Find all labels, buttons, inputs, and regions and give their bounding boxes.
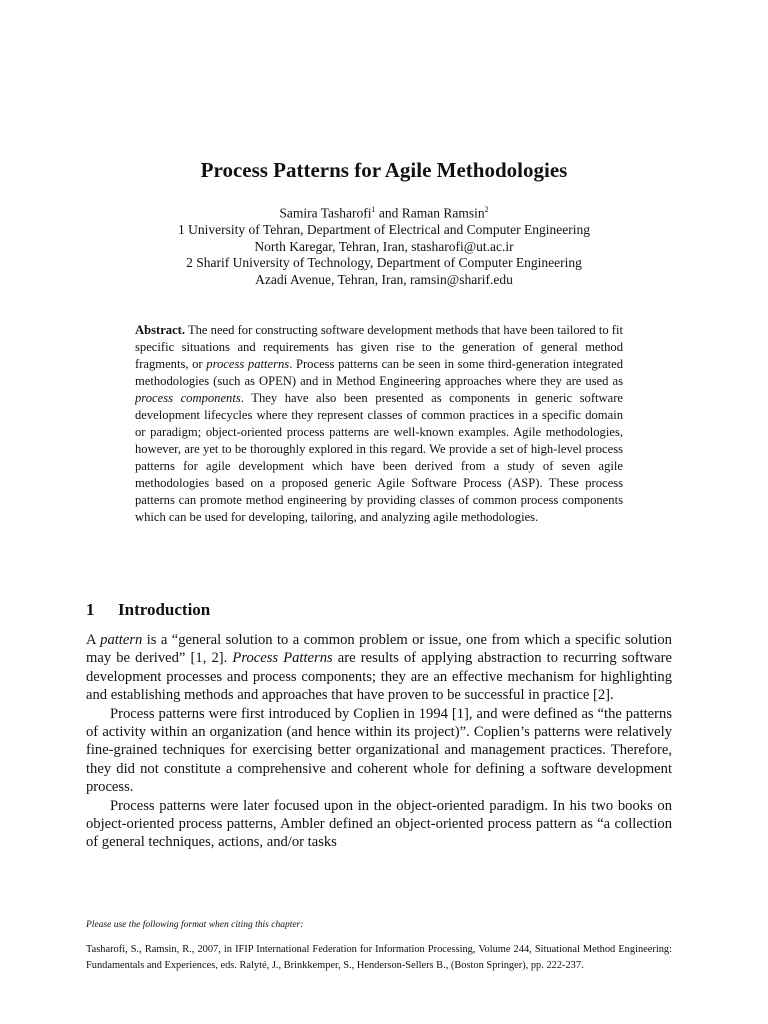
author-name: Samira Tasharofi	[279, 205, 372, 221]
section-title: Introduction	[118, 600, 211, 619]
section-body	[86, 631, 672, 852]
section-heading	[86, 600, 210, 620]
paragraph-emphasis: Process Patterns	[232, 650, 333, 667]
paragraph-emphasis: pattern	[100, 632, 143, 648]
section-number: 1	[86, 600, 95, 619]
abstract-emphasis: process components	[135, 391, 241, 405]
abstract-emphasis: process patterns	[206, 357, 290, 371]
paragraph-text: A	[86, 632, 101, 648]
paragraph	[86, 631, 672, 705]
affiliation-line: 2 Sharif University of Technology, Department of Computer Engineering	[186, 255, 582, 270]
author-mark: 1	[371, 205, 376, 214]
paragraph-text: is a “general solution to a common problem or issue, one from which a specific solution may be derived” [1, 2].	[86, 632, 672, 667]
author-conjunction: and	[375, 205, 402, 221]
affiliation-line: North Karegar, Tehran, Iran, stasharofi@ut.ac.ir	[254, 238, 514, 254]
abstract-text: . Process patterns can be seen in some third-generation integrated methodologies (such as OPEN) and in Method Engineering approaches where they are used as	[135, 357, 623, 388]
abstract	[135, 322, 623, 526]
author-name: Raman Ramsin	[401, 205, 485, 221]
author-mark: 2	[484, 205, 489, 214]
citation-text: Tasharofi, S., Ramsin, R., 2007, in IFIP International Federation for Information Processing, Volume 244, Situational Method Engineering: Fundamentals and Experiences, eds. Ralyté, J., Brinkkemper, S., Henderson-Sellers B., (Boston Springer), pp. 222-237.	[86, 944, 672, 971]
paragraph: Process patterns were first introduced by Coplien in 1994 [1], and were defined as “the patterns of activity within an organization (and hence within its project)”. Coplien’s patterns were relatively fine-grained techniques for exercising better organizational and management practices. Therefore, they did not constitute a comprehensive and coherent whole for defining a software development process.	[86, 705, 672, 796]
author-block	[0, 202, 768, 288]
author-line	[0, 202, 768, 222]
paragraph: Process patterns were later focused upon in the object-oriented paradigm. In his two books on object-oriented process patterns, Ambler defined an object-oriented process pattern as “a collection of general techniques, actions, and/or tasks	[86, 797, 672, 851]
affiliation-line: 1 University of Tehran, Department of Electrical and Computer Engineering	[178, 222, 590, 237]
affiliation-line: Azadi Avenue, Tehran, Iran, ramsin@sharif.edu	[255, 271, 513, 287]
citation-note: Please use the following format when citing this chapter:	[86, 920, 304, 930]
abstract-text: The need for constructing software development methods that have been tailored to fit specific situations and requirements has given rise to the generation of general method fragments, or	[135, 323, 623, 371]
paragraph-text: are results of applying abstraction to recurring software development processes and process components; they are an effective mechanism for highlighting and establishing methods and approaches that have proven to be successful in practice [2].	[86, 650, 672, 704]
paper-title: Process Patterns for Agile Methodologies	[200, 158, 568, 182]
abstract-label: Abstract.	[135, 323, 186, 337]
abstract-text: . They have also been presented as components in generic software development lifecycles where they represent classes of common practices in a specific domain or paradigm; object-oriented process patterns are well-known examples. Agile methodologies, however, are yet to be thoroughly explored in this regard. We provide a set of high-level process patterns for agile development which have been derived from a study of seven agile methodologies based on a proposed generic Agile Software Process (ASP). These process patterns can promote method engineering by providing classes of common process components which can be used for developing, tailoring, and analyzing agile methodologies.	[135, 391, 623, 524]
